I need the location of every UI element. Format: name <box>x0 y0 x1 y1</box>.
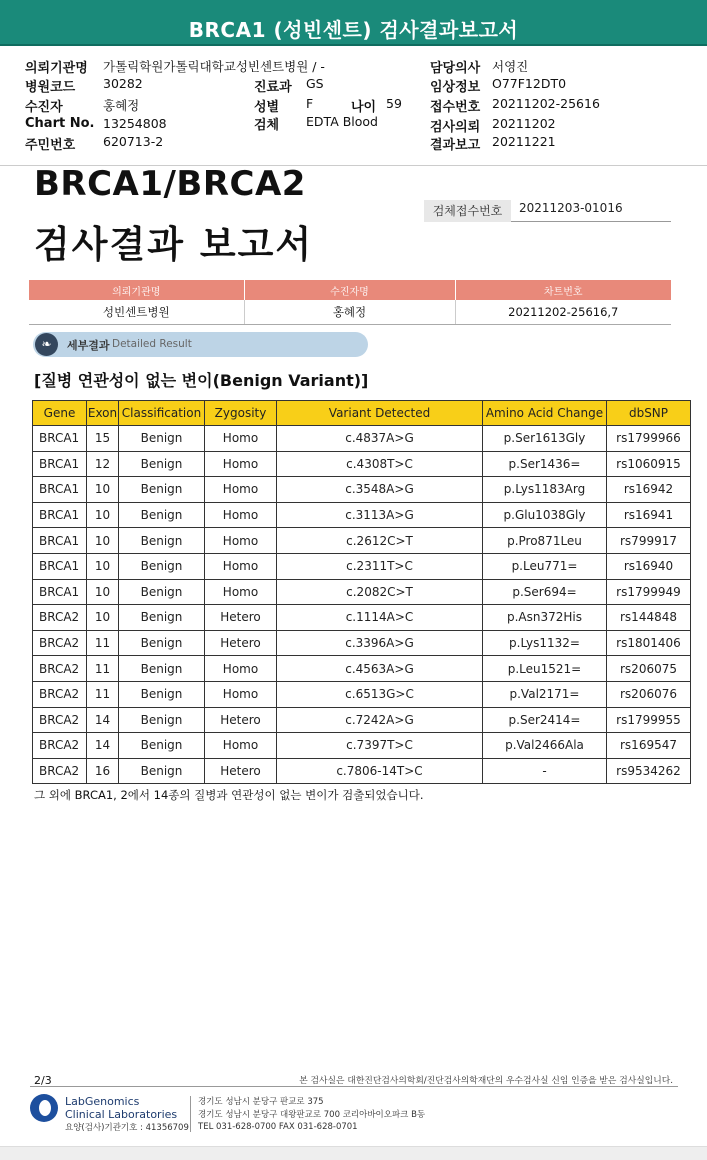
lab-name-line2: Clinical Laboratories <box>65 1108 178 1121</box>
variant-cell: BRCA1 <box>33 477 87 503</box>
variant-row <box>33 528 691 554</box>
variant-cell: Benign <box>119 451 205 477</box>
variant-cell: Homo <box>205 477 277 503</box>
variant-cell: BRCA2 <box>33 758 87 784</box>
variant-cell: 15 <box>87 426 119 452</box>
variant-cell: rs1799949 <box>607 579 691 605</box>
detailed-result-label-kr: 세부결과 <box>67 339 110 352</box>
variant-table-header-row <box>33 401 691 426</box>
variant-cell: BRCA2 <box>33 656 87 682</box>
variant-cell: BRCA1 <box>33 528 87 554</box>
variant-row <box>33 605 691 631</box>
doctor-value: 서영진 <box>492 59 529 74</box>
variant-cell: p.Ser1613Gly <box>483 426 607 452</box>
column-header: Amino Acid Change <box>483 401 607 426</box>
variant-row <box>33 502 691 528</box>
report-label: 결과보고 <box>430 138 481 153</box>
lab-contact-line: TEL 031-628-0700 FAX 031-628-0701 <box>198 1122 358 1132</box>
variant-cell: Benign <box>119 681 205 707</box>
variant-cell: Homo <box>205 502 277 528</box>
variant-cell: p.Pro871Leu <box>483 528 607 554</box>
variant-cell: Homo <box>205 451 277 477</box>
variant-cell: c.3396A>G <box>277 630 483 656</box>
variant-cell: Benign <box>119 426 205 452</box>
variant-cell: c.4837A>G <box>277 426 483 452</box>
variant-cell: Benign <box>119 553 205 579</box>
summary-note: 그 외에 BRCA1, 2에서 14종의 질병과 연관성이 없는 변이가 검출되었습니다. <box>34 788 424 802</box>
variant-cell: Benign <box>119 758 205 784</box>
variant-cell: c.2082C>T <box>277 579 483 605</box>
patient-summary-cell: 20211202-25616,7 <box>455 300 671 324</box>
id-label: 주민번호 <box>25 138 76 153</box>
variant-cell: Homo <box>205 656 277 682</box>
variant-row <box>33 707 691 733</box>
lab-address <box>198 1096 425 1134</box>
variant-cell: rs169547 <box>607 733 691 759</box>
certification-text: 본 검사실은 대한진단검사의학회/진단검사의학재단의 우수검사실 신임 인증을 받은 검사실입니다. <box>299 1076 673 1086</box>
lab-address-line: 경기도 성남시 분당구 판교로 375 <box>198 1097 324 1107</box>
variant-cell: rs16942 <box>607 477 691 503</box>
column-header: Variant Detected <box>277 401 483 426</box>
variant-cell: Homo <box>205 426 277 452</box>
patient-summary-cell: 성빈센트병원 <box>29 300 244 324</box>
variant-cell: Benign <box>119 579 205 605</box>
variant-row <box>33 426 691 452</box>
variant-cell: rs9534262 <box>607 758 691 784</box>
variant-cell: Benign <box>119 656 205 682</box>
variant-cell: Hetero <box>205 707 277 733</box>
report-value: 20211221 <box>492 134 556 149</box>
lab-name-line1: LabGenomics <box>65 1095 140 1108</box>
variant-cell: 10 <box>87 502 119 528</box>
column-header: Exon <box>87 401 119 426</box>
variant-cell: c.4563A>G <box>277 656 483 682</box>
variant-cell: Benign <box>119 528 205 554</box>
variant-cell: rs206075 <box>607 656 691 682</box>
variant-cell: p.Ser2414= <box>483 707 607 733</box>
clinical-value: O77F12DT0 <box>492 76 567 91</box>
doctor-label: 담당의사 <box>430 61 481 76</box>
request-value: 20211202 <box>492 116 556 131</box>
patient-summary-cell: 홍혜정 <box>244 300 455 324</box>
code-value: 30282 <box>103 76 143 91</box>
variant-cell: 14 <box>87 707 119 733</box>
variant-cell: Benign <box>119 630 205 656</box>
variant-cell: c.7242A>G <box>277 707 483 733</box>
variant-cell: Benign <box>119 502 205 528</box>
variant-cell: 10 <box>87 528 119 554</box>
variant-row <box>33 579 691 605</box>
sex-value: F <box>306 96 314 111</box>
variant-cell: 10 <box>87 579 119 605</box>
variant-cell: 12 <box>87 451 119 477</box>
variant-cell: Benign <box>119 707 205 733</box>
patient-summary-header: 수진자명 <box>244 280 455 300</box>
variant-cell: Homo <box>205 579 277 605</box>
patient-summary-table <box>29 280 671 325</box>
variant-cell: c.1114A>C <box>277 605 483 631</box>
variant-cell: c.2311T>C <box>277 553 483 579</box>
doc-title-genes: BRCA1/BRCA2 <box>34 164 306 204</box>
column-header: Gene <box>33 401 87 426</box>
id-value: 620713-2 <box>103 134 164 149</box>
code-label: 병원코드 <box>25 80 76 95</box>
variant-cell: 11 <box>87 681 119 707</box>
chart-label: Chart No. <box>25 116 95 131</box>
variant-cell: rs16941 <box>607 502 691 528</box>
variant-cell: BRCA2 <box>33 681 87 707</box>
variant-cell: Homo <box>205 553 277 579</box>
variant-cell: BRCA1 <box>33 579 87 605</box>
variant-cell: Homo <box>205 681 277 707</box>
page-number: 2/3 <box>34 1074 52 1087</box>
age-value: 59 <box>386 96 402 111</box>
variant-cell: c.3548A>G <box>277 477 483 503</box>
variant-table-body <box>33 426 691 784</box>
receipt-label: 접수번호 <box>430 100 481 115</box>
variant-cell: c.4308T>C <box>277 451 483 477</box>
column-header: Zygosity <box>205 401 277 426</box>
lab-name <box>65 1095 177 1121</box>
specimen-number-box <box>424 200 671 222</box>
column-header: Classification <box>119 401 205 426</box>
variant-cell: BRCA1 <box>33 553 87 579</box>
variant-cell: c.7397T>C <box>277 733 483 759</box>
variant-cell: p.Val2171= <box>483 681 607 707</box>
viewer-bottom-strip <box>0 1146 707 1160</box>
variant-cell: BRCA1 <box>33 426 87 452</box>
variant-cell: - <box>483 758 607 784</box>
report-header-title: BRCA1 (성빈센트) 검사결과보고서 <box>188 18 519 42</box>
variant-cell: 10 <box>87 553 119 579</box>
variant-cell: BRCA2 <box>33 707 87 733</box>
variant-cell: Hetero <box>205 605 277 631</box>
variant-cell: rs1060915 <box>607 451 691 477</box>
variant-cell: Homo <box>205 733 277 759</box>
variant-cell: BRCA2 <box>33 630 87 656</box>
specimen-value: EDTA Blood <box>306 114 378 129</box>
clinical-label: 임상정보 <box>430 80 481 95</box>
variant-cell: p.Ser694= <box>483 579 607 605</box>
patient-summary-header: 차트번호 <box>455 280 671 300</box>
variant-row <box>33 681 691 707</box>
variant-cell: Homo <box>205 528 277 554</box>
variant-cell: BRCA1 <box>33 451 87 477</box>
variant-cell: BRCA1 <box>33 502 87 528</box>
patient-info-block <box>0 52 707 166</box>
variant-cell: p.Val2466Ala <box>483 733 607 759</box>
request-label: 검사의뢰 <box>430 120 481 135</box>
variant-row <box>33 451 691 477</box>
receipt-value: 20211202-25616 <box>492 96 600 111</box>
chart-value: 13254808 <box>103 116 167 131</box>
report-header-bar <box>0 0 707 46</box>
variant-cell: 11 <box>87 656 119 682</box>
labgenomics-logo-icon <box>30 1094 58 1122</box>
variant-cell: Benign <box>119 605 205 631</box>
variant-row <box>33 553 691 579</box>
variant-cell: 14 <box>87 733 119 759</box>
variant-cell: p.Leu771= <box>483 553 607 579</box>
variant-cell: rs1799955 <box>607 707 691 733</box>
variant-cell: 10 <box>87 605 119 631</box>
lab-code: 요양(검사)기관기호 : 41356709 <box>65 1123 189 1133</box>
patient-summary-header: 의뢰기관명 <box>29 280 244 300</box>
variant-row <box>33 477 691 503</box>
variant-cell: Hetero <box>205 758 277 784</box>
detailed-result-label-en: Detailed Result <box>112 338 192 350</box>
specimen-label: 검체 <box>254 118 280 133</box>
patient-summary-header-row <box>29 280 671 300</box>
variant-cell: c.7806-14T>C <box>277 758 483 784</box>
patient-label: 수진자 <box>25 100 63 115</box>
patient-value: 홍혜정 <box>103 98 140 113</box>
variant-cell: rs1801406 <box>607 630 691 656</box>
variant-row <box>33 656 691 682</box>
detailed-result-pill <box>33 332 368 357</box>
variant-cell: 11 <box>87 630 119 656</box>
doc-title-report: 검사결과 보고서 <box>34 223 314 266</box>
variant-row <box>33 758 691 784</box>
specimen-number-value: 20211203-01016 <box>519 201 623 215</box>
patient-summary-row <box>29 300 671 324</box>
variant-cell: Hetero <box>205 630 277 656</box>
lab-address-line: 경기도 성남시 분당구 대왕판교로 700 코리아바이오파크 B동 <box>198 1109 426 1120</box>
variant-cell: rs16940 <box>607 553 691 579</box>
variant-cell: rs1799966 <box>607 426 691 452</box>
footer-vertical-divider <box>190 1096 191 1132</box>
sex-label: 성별 <box>254 100 280 115</box>
dept-label: 진료과 <box>254 80 292 95</box>
age-label: 나이 <box>351 100 377 115</box>
variant-cell: c.3113A>G <box>277 502 483 528</box>
variant-row <box>33 733 691 759</box>
footer-divider <box>30 1086 678 1087</box>
ribbon-icon: ❧ <box>35 333 58 356</box>
variant-cell: p.Asn372His <box>483 605 607 631</box>
variant-cell: p.Lys1132= <box>483 630 607 656</box>
variant-cell: rs206076 <box>607 681 691 707</box>
hospital-value: 가톨릭학원가톨릭대학교성빈센트병원 / - <box>103 59 325 74</box>
variant-cell: p.Glu1038Gly <box>483 502 607 528</box>
dept-value: GS <box>306 76 324 91</box>
variant-table <box>32 400 691 784</box>
variant-cell: c.2612C>T <box>277 528 483 554</box>
variant-cell: 16 <box>87 758 119 784</box>
variant-cell: 10 <box>87 477 119 503</box>
variant-cell: p.Ser1436= <box>483 451 607 477</box>
variant-cell: c.6513G>C <box>277 681 483 707</box>
variant-cell: Benign <box>119 477 205 503</box>
column-header: dbSNP <box>607 401 691 426</box>
variant-cell: rs144848 <box>607 605 691 631</box>
variant-cell: BRCA2 <box>33 733 87 759</box>
variant-cell: rs799917 <box>607 528 691 554</box>
hospital-label: 의뢰기관명 <box>25 61 88 76</box>
variant-cell: Benign <box>119 733 205 759</box>
variant-row <box>33 630 691 656</box>
specimen-number-label: 검체접수번호 <box>424 200 511 222</box>
variant-cell: p.Lys1183Arg <box>483 477 607 503</box>
variant-cell: p.Leu1521= <box>483 656 607 682</box>
section-title: [질병 연관성이 없는 변이(Benign Variant)] <box>34 371 369 390</box>
variant-cell: BRCA2 <box>33 605 87 631</box>
